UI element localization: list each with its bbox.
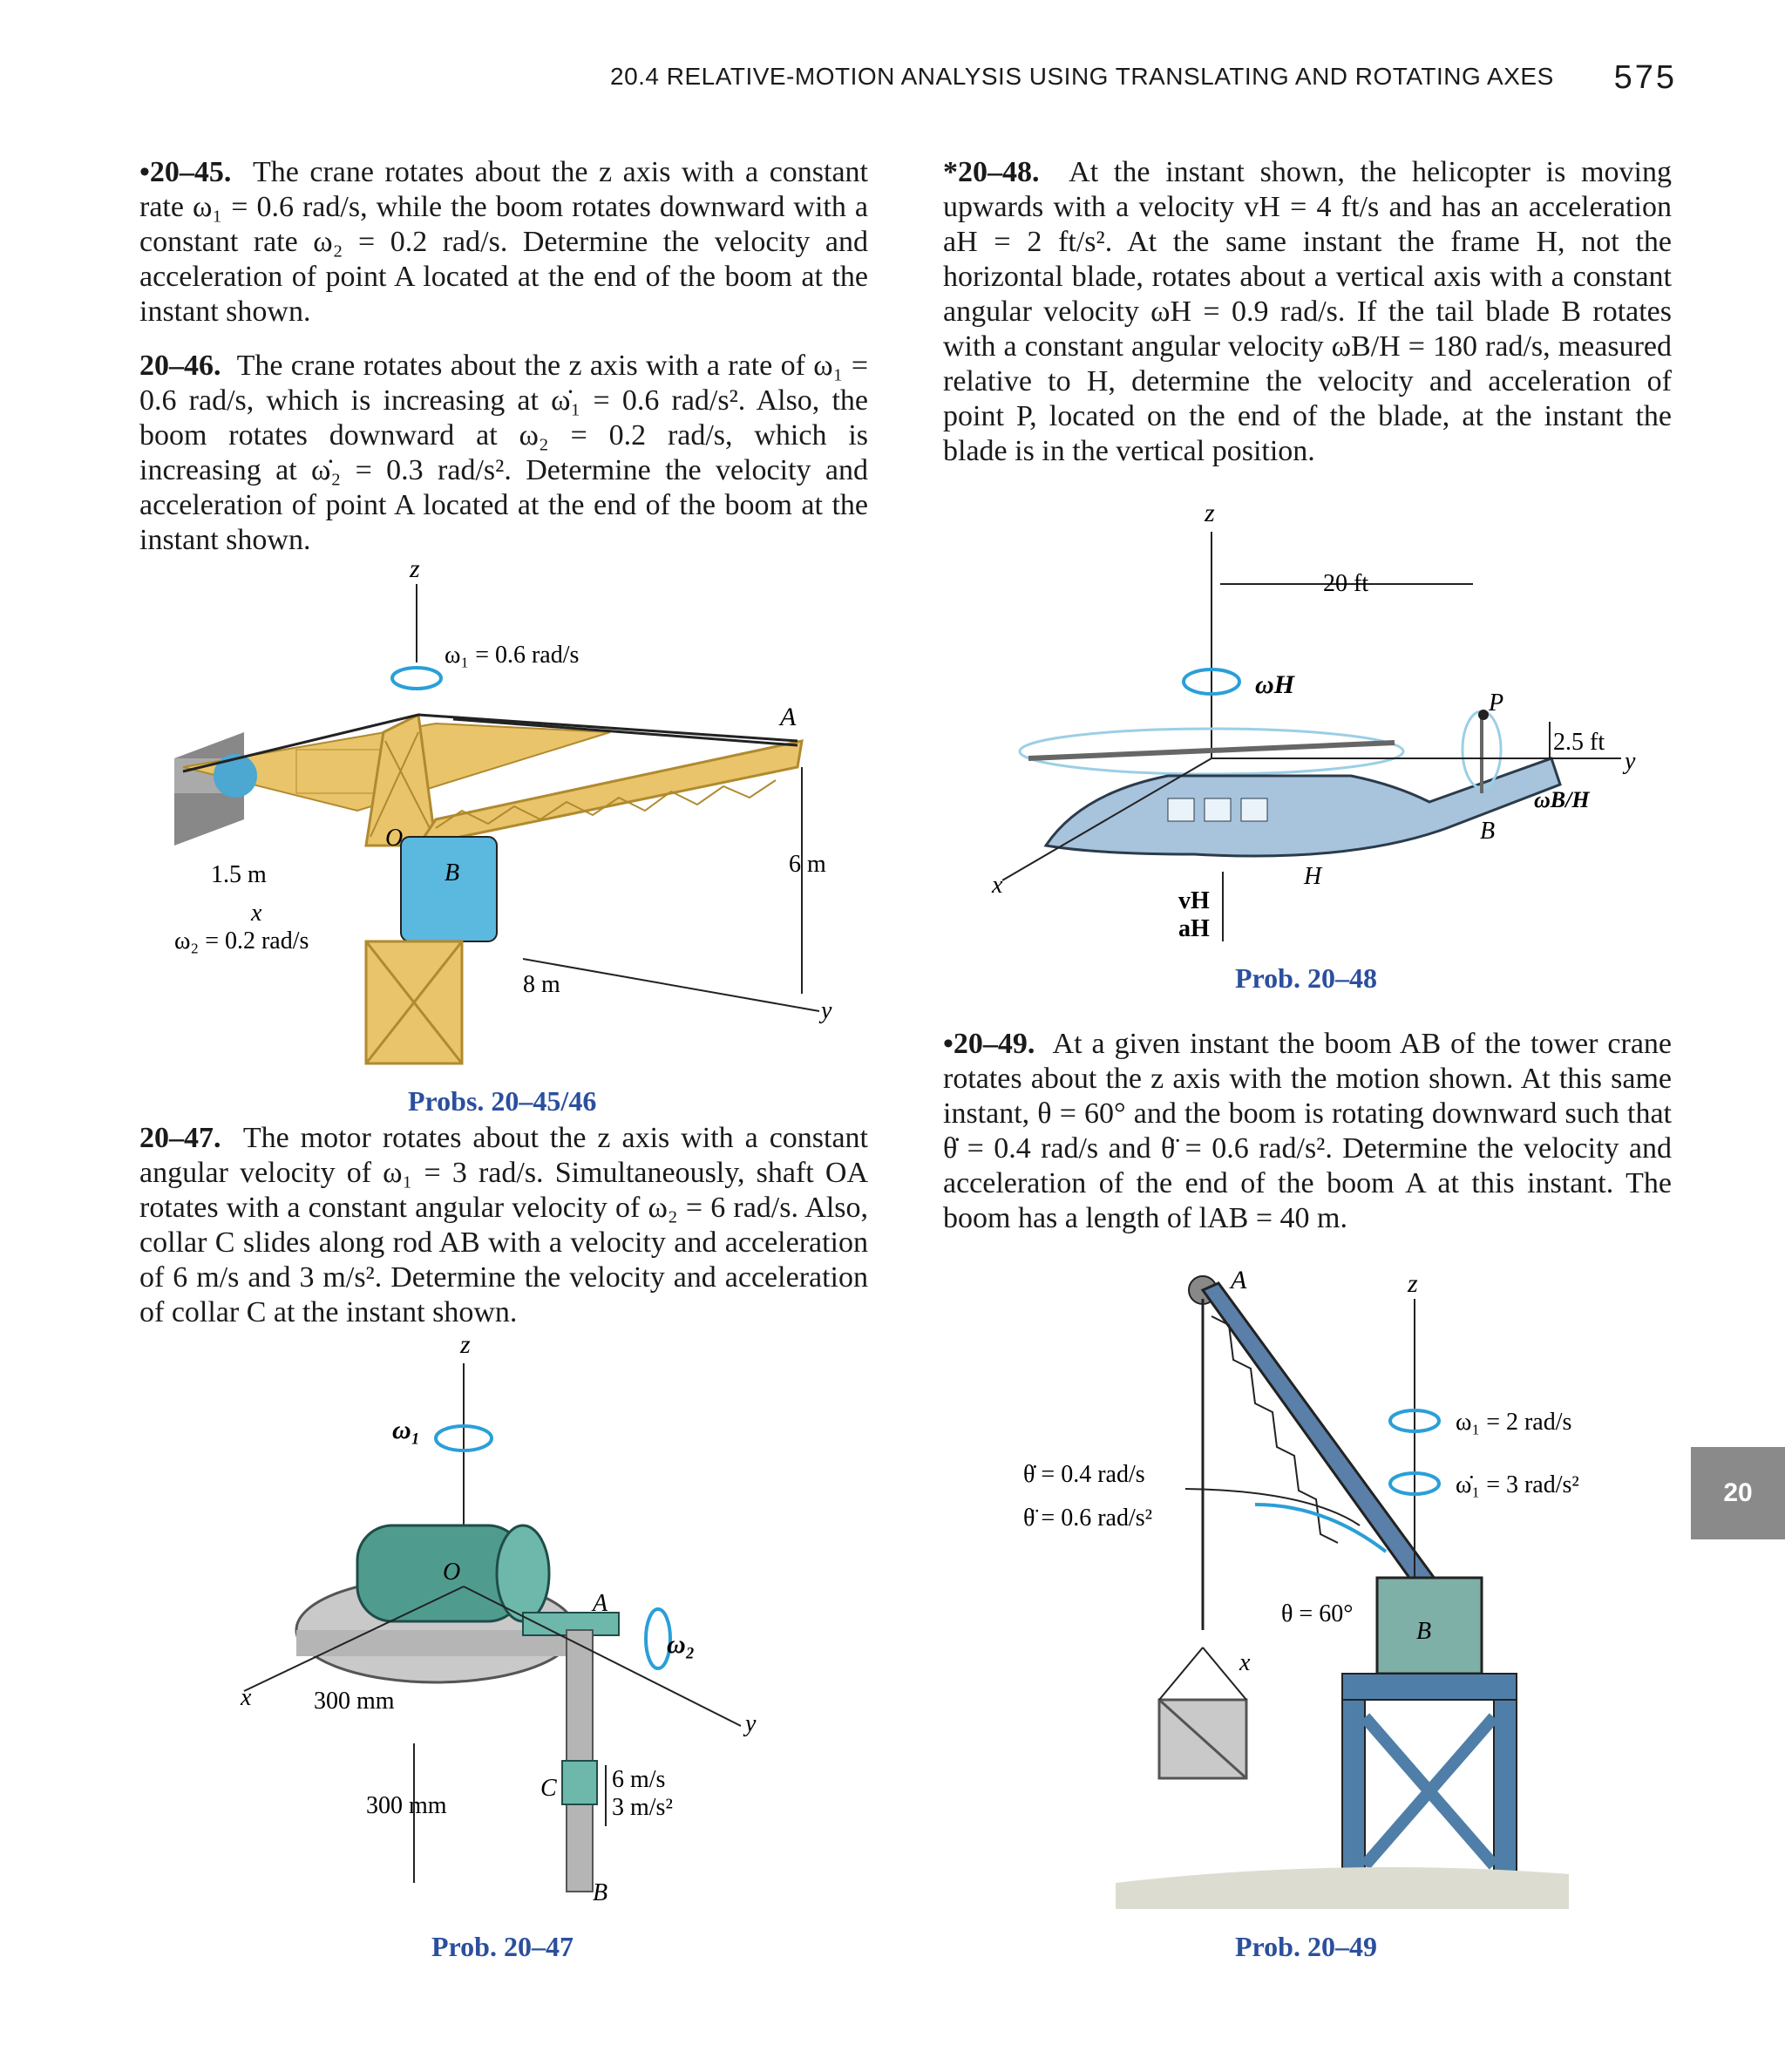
omega1dot-label: ω̇₁ = 3 rad/s² (1456, 1471, 1579, 1498)
point-H-label: H (1304, 863, 1322, 890)
problem-number: *20–48. (943, 156, 1040, 188)
omega1-label: ω₁ (392, 1416, 421, 1444)
problem-text: The crane rotates about the z axis with a rate of ω₁ = 0.6 rad/s, which is increasing at ω̇₁ = 0.6 rad/s². Also, the boom rotates downward at ω₂ = 0.2 rad/s, which is increasing at ω̇₂ = 0.3 rad/s². Determine the velocity and acceleration of point A located at the end of the boom at the instant shown. (139, 350, 869, 556)
omega1-label: ω₁ = 0.6 rad/s (445, 642, 580, 669)
problem-number: •20–45. (139, 156, 232, 188)
theta-ddot-label: θ̈ = 0.6 rad/s² (1023, 1505, 1153, 1532)
dim-8m: 8 m (523, 971, 560, 998)
point-B-label: B (1480, 818, 1496, 845)
omegaH-label: ωH (1255, 670, 1295, 699)
problem-20-47 (139, 1121, 868, 1330)
z-label: z (1205, 499, 1215, 527)
figure-tower-crane-49 (994, 1264, 1656, 1918)
figure-motor-47 (227, 1325, 767, 1918)
x-label: x (1239, 1649, 1251, 1676)
point-A-label: A (780, 703, 797, 731)
caption-prob-49: Prob. 20–49 (1235, 1931, 1377, 1962)
velocity-label: 6 m/s (612, 1766, 666, 1793)
theta-label: θ = 60° (1281, 1600, 1354, 1627)
dim-6m: 6 m (789, 851, 826, 878)
aH-label: aH (1178, 915, 1210, 942)
figure-helicopter-48 (976, 497, 1647, 950)
dim-1-5m: 1.5 m (211, 861, 267, 888)
x-label: x (992, 872, 1003, 899)
omega1-label: ω₁ = 2 rad/s (1456, 1409, 1572, 1436)
dim-300mm-b: 300 mm (366, 1792, 447, 1819)
running-header: 20.4 RELATIVE-MOTION ANALYSIS USING TRANSLATING AND ROTATING AXES (610, 63, 1554, 90)
point-B-label: B (1416, 1618, 1432, 1645)
problem-text: The motor rotates about the z axis with a constant angular velocity of ω₁ = 3 rad/s. Simultaneously, shaft OA rotates with a constant angular velocity of ω₂ = 6 rad/s. Also, collar C slides along rod AB with a velocity and acceleration of 6 m/s and 3 m/s². Determine the velocity and acceleration of collar C at the instant shown. (139, 1122, 868, 1328)
dim-20ft: 20 ft (1323, 570, 1369, 597)
problem-20-45 (139, 155, 868, 329)
problem-number: 20–47. (139, 1122, 221, 1154)
problem-text: At the instant shown, the helicopter is moving upwards with a velocity vH = 4 ft/s and has an acceleration aH = 2 ft/s². At the same instant the frame H, not the horizontal blade, rotates about a vertical axis with a constant angular velocity ωH = 0.9 rad/s. If the tail blade B rotates with a constant angular velocity ωB/H = 180 rad/s, measured relative to H, determine the velocity and acceleration of point P, located on the end of the blade, at the instant the blade is in the vertical position. (943, 156, 1673, 467)
y-label: y (745, 1710, 757, 1737)
caption-prob-47: Prob. 20–47 (431, 1931, 574, 1962)
z-label: z (1408, 1269, 1418, 1298)
vH-label: vH (1178, 887, 1210, 914)
problem-text: At a given instant the boom AB of the tower crane rotates about the z axis with the motion shown. At this same instant, θ = 60° and the boom is rotating downward such that θ̇ = 0.4 rad/s and θ̈ = 0.6 rad/s². Determine the velocity and acceleration of the end of the boom A at this instant. The boom has a length of lAB = 40 m. (943, 1028, 1673, 1234)
point-C-label: C (540, 1775, 557, 1802)
problem-text: The crane rotates about the z axis with a constant rate ω₁ = 0.6 rad/s, while the boom rotates downward with a constant rate ω₂ = 0.2 rad/s. Determine the velocity and acceleration of point A located at the end of the boom at the instant shown. (139, 156, 869, 328)
caption-prob-48: Prob. 20–48 (1235, 962, 1377, 994)
z-label: z (460, 1330, 471, 1359)
point-A-label: A (593, 1590, 608, 1617)
point-B-label: B (593, 1879, 608, 1906)
point-O-label: O (443, 1559, 461, 1586)
point-B-label: B (445, 859, 460, 887)
dim-2-5ft: 2.5 ft (1553, 729, 1605, 756)
y-label: y (821, 997, 832, 1024)
theta-dot-label: θ̇ = 0.4 rad/s (1023, 1461, 1145, 1488)
y-label: y (1625, 748, 1636, 775)
x-label: x (251, 900, 262, 927)
chapter-tab: 20 (1691, 1447, 1785, 1539)
point-A-label: A (1231, 1266, 1247, 1294)
problem-20-49 (943, 1027, 1672, 1236)
figure-crane-45 (157, 558, 872, 1072)
point-P-label: P (1489, 690, 1504, 717)
problem-number: •20–49. (943, 1028, 1035, 1060)
omega2-label: ω₂ = 0.2 rad/s (174, 927, 309, 954)
accel-label: 3 m/s² (612, 1794, 673, 1821)
point-O-label: O (385, 825, 404, 852)
omega2-label: ω₂ (667, 1630, 696, 1659)
omegaBH-label: ωB/H (1534, 787, 1590, 812)
caption-probs-45-46: Probs. 20–45/46 (408, 1085, 597, 1117)
problem-number: 20–46. (139, 350, 221, 382)
rotation-arrow-icon (392, 668, 441, 689)
page-number: 575 (1613, 59, 1677, 96)
x-label: x (241, 1684, 252, 1711)
problem-20-48 (943, 155, 1672, 469)
z-label: z (410, 558, 420, 583)
problem-20-46 (139, 349, 868, 558)
dim-300mm-a: 300 mm (314, 1688, 395, 1715)
